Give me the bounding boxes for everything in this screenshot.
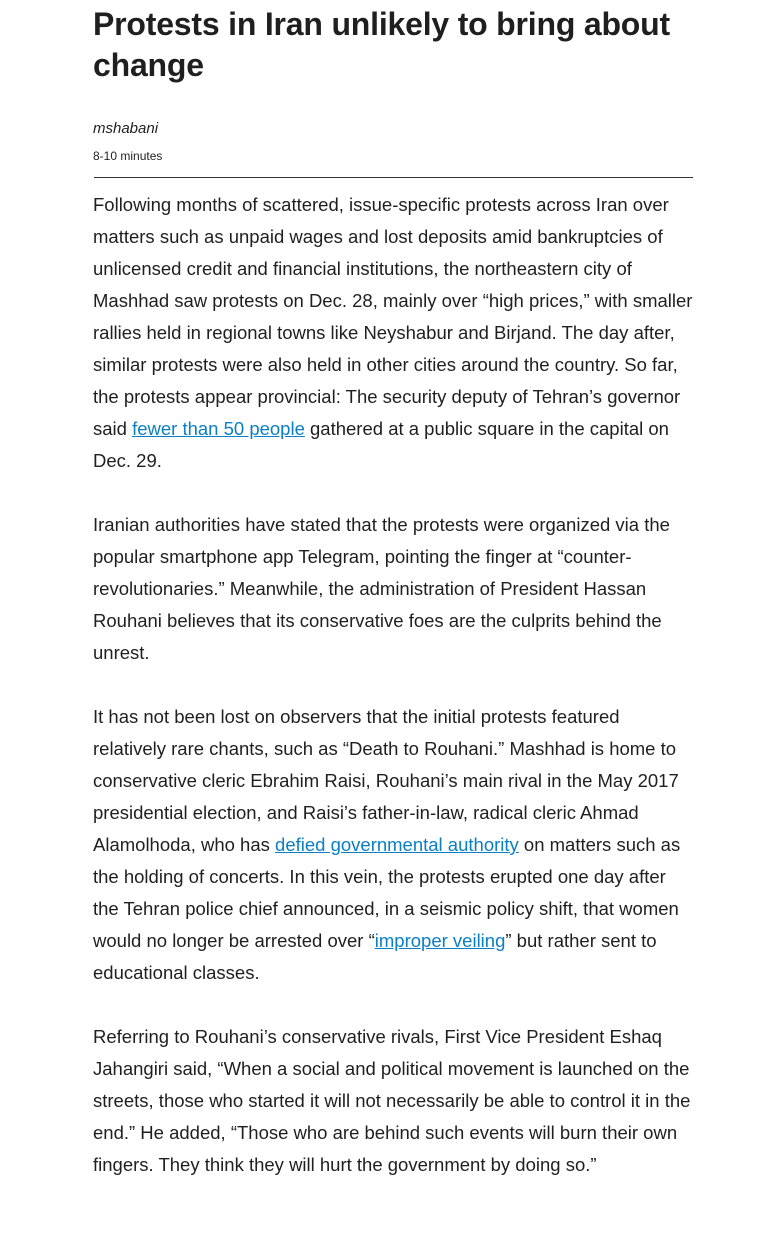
paragraph-text: Referring to Rouhani’s conservative rivals, First Vice President Eshaq Jahangiri said, “When a social and political movement is launched on the streets, those who started it will not necessarily be able to control it in the end.” He added, “Those who are behind such events will burn their own fingers. They think they will hurt the government by doing so.” (93, 1026, 691, 1175)
header-divider (94, 177, 693, 178)
link-defied-governmental-authority[interactable]: defied governmental authority (275, 834, 519, 855)
paragraph-text: Following months of scattered, issue-specific protests across Iran over matters such as unpaid wages and lost deposits amid bankruptcies of unlicensed credit and financial institutions, the northeastern city of Mashhad saw protests on Dec. 28, mainly over “high prices,” with smaller rallies held in regional towns like Neyshabur and Birjand. The day after, similar protests were also held in other cities around the country. So far, the protests appear provincial: The security deputy of Tehran’s governor said (93, 194, 693, 439)
article-title: Protests in Iran unlikely to bring about change (93, 6, 670, 83)
read-time: 8-10 minutes (93, 149, 163, 163)
paragraph-4 (93, 1021, 693, 1181)
paragraph-2 (93, 509, 693, 669)
article (93, 0, 693, 1213)
article-author: mshabani (93, 120, 159, 137)
paragraph-text: gathered at a public square in the capital on Dec. 29. (93, 418, 669, 471)
paragraph-3 (93, 701, 693, 989)
paragraph-text: on matters such as the holding of concerts. In this vein, the protests erupted one day after the Tehran police chief announced, in a seismic policy shift, that women would no longer be arrested over “ (93, 834, 681, 951)
paragraph-text: It has not been lost on observers that the initial protests featured relatively rare chants, such as “Death to Rouhani.” Mashhad is home to conservative cleric Ebrahim Raisi, Rouhani’s main rival in the May 2017 presidential election, and Raisi’s father-in-law, radical cleric Ahmad Alamolhoda, who has (93, 706, 679, 855)
paragraph-text: ” but rather sent to educational classes. (93, 930, 657, 983)
article-body (93, 189, 693, 1181)
paragraph-1 (93, 189, 693, 477)
paragraph-text: Iranian authorities have stated that the protests were organized via the popular smartphone app Telegram, pointing the finger at “counter-revolutionaries.” Meanwhile, the administration of President Hassan Rouhani believes that its conservative foes are the culprits behind the unrest. (93, 514, 670, 663)
link-fewer-than-50-people[interactable]: fewer than 50 people (132, 418, 305, 439)
link-improper-veiling[interactable]: improper veiling (374, 930, 506, 951)
